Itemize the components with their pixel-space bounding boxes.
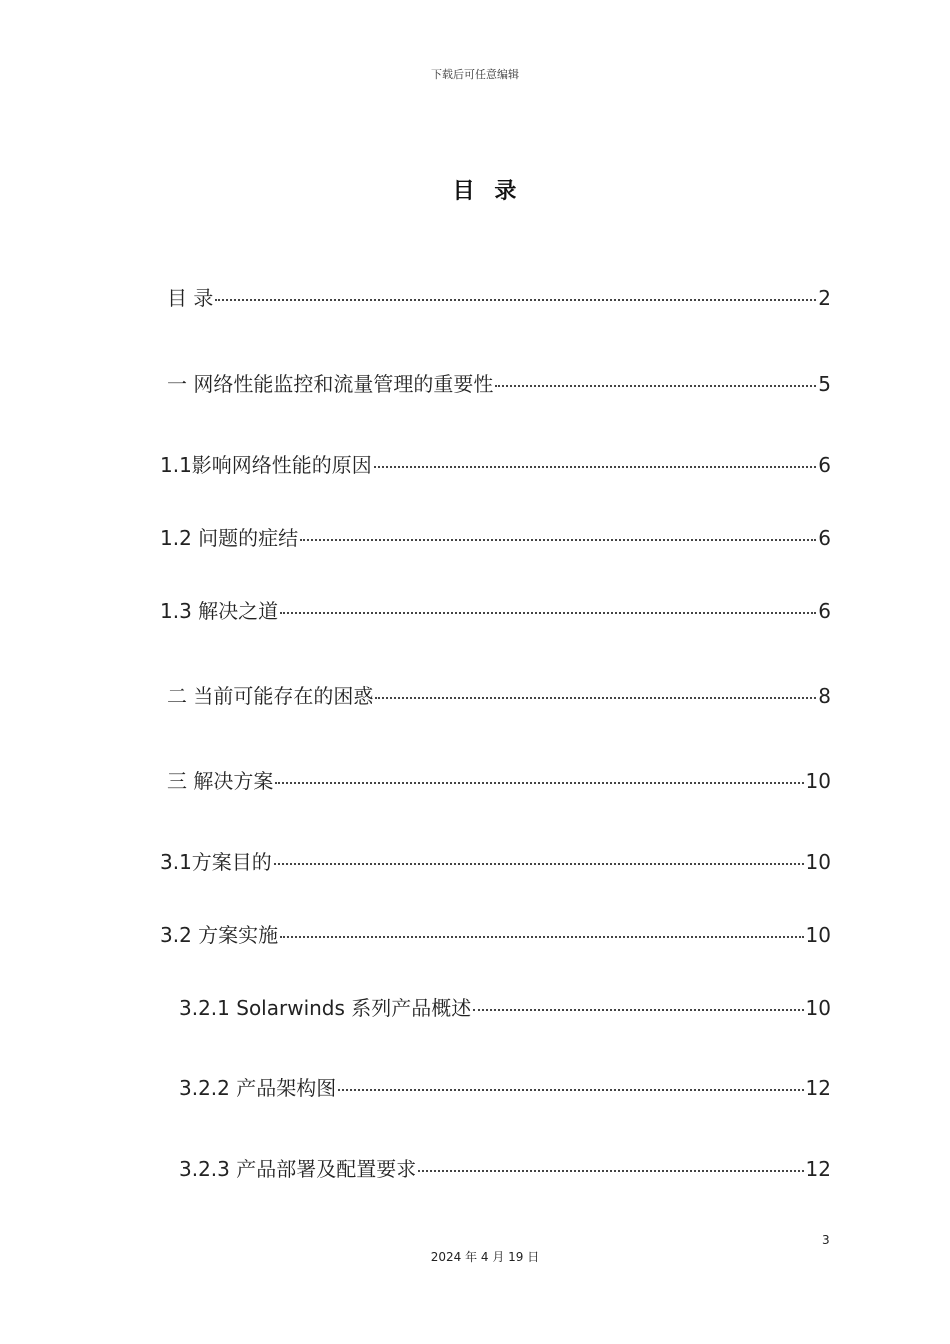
- toc-entry-text: 3.2 方案实施: [160, 923, 279, 947]
- footer-date: 2024 年 4 月 19 日: [430, 1250, 540, 1264]
- toc-entry-page: 10: [805, 996, 831, 1020]
- toc-entry-page: 12: [805, 1157, 831, 1181]
- toc-entry-page: 8: [818, 684, 831, 708]
- toc-entry-text: 3.2.1 Solarwinds 系列产品概述: [179, 996, 472, 1020]
- toc-leader-dots: [338, 1088, 803, 1091]
- toc-entry[interactable]: [160, 597, 831, 625]
- toc-entry-text: 1.1影响网络性能的原因: [160, 453, 372, 477]
- toc-leader-dots: [275, 781, 803, 784]
- toc-entry[interactable]: [179, 994, 831, 1022]
- toc-leader-dots: [375, 696, 816, 699]
- toc-entry-page: 2: [818, 286, 831, 310]
- toc-entry[interactable]: [167, 370, 831, 398]
- toc-entry-text: 一 网络性能监控和流量管理的重要性: [167, 372, 494, 396]
- toc-entry[interactable]: [160, 921, 831, 949]
- toc-leader-dots: [280, 935, 803, 938]
- toc-entry-text: 1.3 解决之道: [160, 599, 279, 623]
- toc-entry-page: 6: [818, 526, 831, 550]
- toc-entry-text: 二 当前可能存在的困惑: [167, 684, 374, 708]
- toc-entry[interactable]: [160, 451, 831, 479]
- toc-entry-page: 10: [805, 923, 831, 947]
- page-number: 3: [822, 1233, 830, 1247]
- toc-entry-page: 6: [818, 599, 831, 623]
- toc-leader-dots: [215, 298, 816, 301]
- toc-leader-dots: [473, 1008, 803, 1011]
- toc-entry-text: 3.1方案目的: [160, 850, 272, 874]
- toc-entry[interactable]: [179, 1155, 831, 1183]
- toc-entry[interactable]: [167, 767, 831, 795]
- toc-leader-dots: [495, 384, 816, 387]
- toc-entry-text: 3.2.2 产品架构图: [179, 1076, 337, 1100]
- toc-entry[interactable]: [167, 682, 831, 710]
- toc-entry-text: 目 录: [167, 286, 214, 310]
- toc-leader-dots: [374, 465, 816, 468]
- toc-entry-page: 12: [805, 1076, 831, 1100]
- toc-entry-page: 6: [818, 453, 831, 477]
- toc-entry[interactable]: [179, 1074, 831, 1102]
- toc-title: 目 录: [452, 179, 523, 204]
- toc-entry[interactable]: [160, 524, 831, 552]
- toc-entry-text: 1.2 问题的症结: [160, 526, 299, 550]
- toc-leader-dots: [300, 538, 816, 541]
- toc-entry-page: 5: [818, 372, 831, 396]
- toc-leader-dots: [274, 862, 804, 865]
- toc-entry-page: 10: [805, 850, 831, 874]
- header-note: 下载后可任意编辑: [431, 68, 519, 81]
- toc-entry-text: 3.2.3 产品部署及配置要求: [179, 1157, 417, 1181]
- toc-leader-dots: [280, 611, 816, 614]
- toc-entry[interactable]: [167, 284, 831, 312]
- toc-entry-page: 10: [805, 769, 831, 793]
- toc-leader-dots: [418, 1169, 803, 1172]
- toc-entry-text: 三 解决方案: [167, 769, 274, 793]
- toc-entry[interactable]: [160, 848, 831, 876]
